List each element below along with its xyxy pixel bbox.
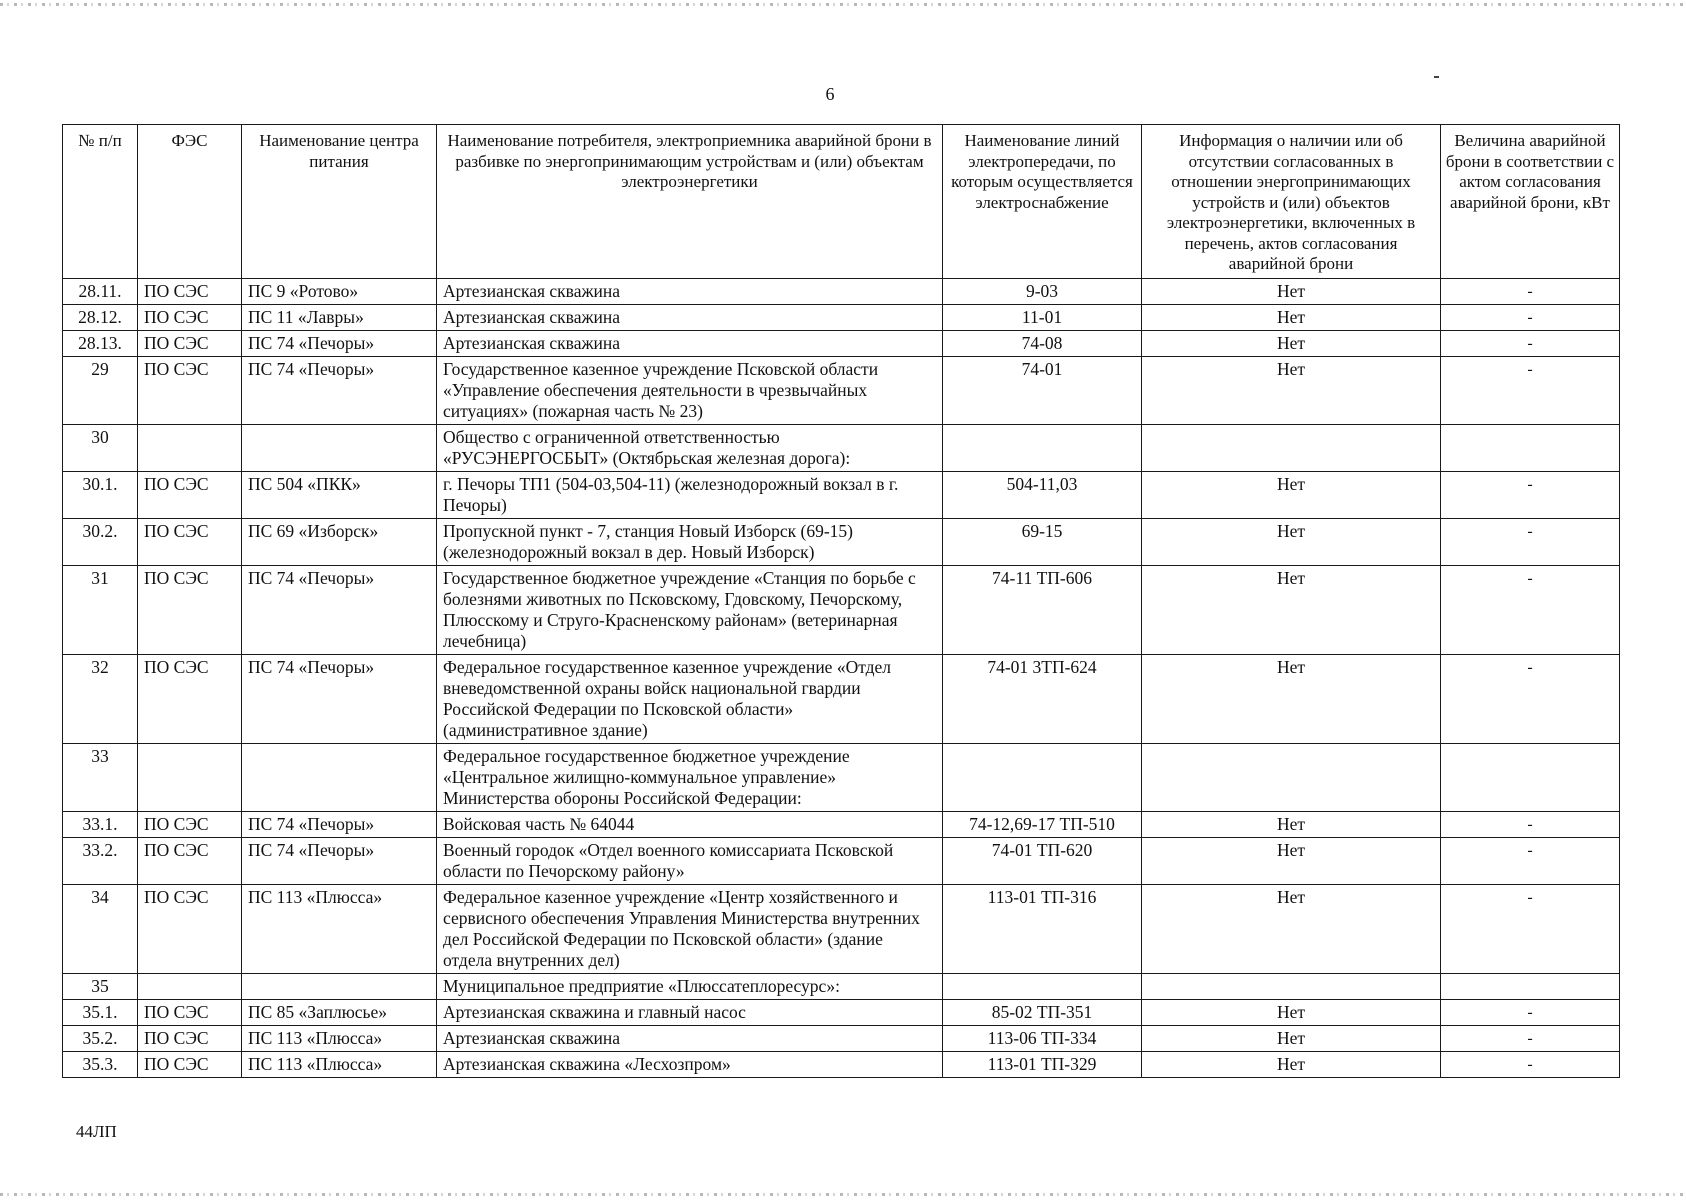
row-power-center <box>242 974 437 1000</box>
row-consumer: Артезианская скважина <box>437 305 943 331</box>
table-row <box>63 331 1620 357</box>
scan-speck <box>1434 76 1439 78</box>
row-consumer: Артезианская скважина «Лесхозпром» <box>437 1052 943 1078</box>
row-number: 28.13. <box>63 331 138 357</box>
row-fes: ПО СЭС <box>138 1052 242 1078</box>
row-power-center <box>242 425 437 472</box>
row-agreement-info <box>1142 974 1441 1000</box>
row-power-center: ПС 113 «Плюсса» <box>242 1026 437 1052</box>
row-fes: ПО СЭС <box>138 519 242 566</box>
row-agreement-info: Нет <box>1142 885 1441 974</box>
row-number: 35.3. <box>63 1052 138 1078</box>
row-fes <box>138 425 242 472</box>
row-fes: ПО СЭС <box>138 357 242 425</box>
table-row <box>63 305 1620 331</box>
row-agreement-info: Нет <box>1142 279 1441 305</box>
row-power-lines <box>943 974 1142 1000</box>
row-agreement-info: Нет <box>1142 305 1441 331</box>
row-power-center: ПС 113 «Плюсса» <box>242 1052 437 1078</box>
row-reserve-kw: - <box>1441 566 1620 655</box>
row-reserve-kw: - <box>1441 1052 1620 1078</box>
row-agreement-info: Нет <box>1142 331 1441 357</box>
table-row <box>63 885 1620 974</box>
header-consumer: Наименование потребителя, электроприемника аварийной брони в разбивке по энергопринимающим устройствам и (или) объектам электроэнергетики <box>437 125 943 279</box>
row-power-lines: 74-01 <box>943 357 1142 425</box>
row-consumer: Общество с ограниченной ответственностью «РУСЭНЕРГОСБЫТ» (Октябрьская железная дорога): <box>437 425 943 472</box>
row-power-center <box>242 744 437 812</box>
row-agreement-info: Нет <box>1142 1026 1441 1052</box>
row-power-center: ПС 74 «Печоры» <box>242 655 437 744</box>
table-row <box>63 279 1620 305</box>
row-agreement-info: Нет <box>1142 519 1441 566</box>
row-number: 35.1. <box>63 1000 138 1026</box>
header-power-center: Наименование центра питания <box>242 125 437 279</box>
row-reserve-kw: - <box>1441 838 1620 885</box>
row-power-lines: 74-12,69-17 ТП-510 <box>943 812 1142 838</box>
row-number: 35 <box>63 974 138 1000</box>
row-number: 33.2. <box>63 838 138 885</box>
row-reserve-kw: - <box>1441 357 1620 425</box>
row-power-center: ПС 113 «Плюсса» <box>242 885 437 974</box>
row-agreement-info <box>1142 744 1441 812</box>
row-reserve-kw: - <box>1441 331 1620 357</box>
row-fes: ПО СЭС <box>138 1026 242 1052</box>
row-consumer: Артезианская скважина <box>437 1026 943 1052</box>
row-agreement-info: Нет <box>1142 1052 1441 1078</box>
row-consumer: Государственное казенное учреждение Псковской области «Управление обеспечения деятельности в чрезвычайных ситуациях» (пожарная часть № 23) <box>437 357 943 425</box>
row-reserve-kw: - <box>1441 655 1620 744</box>
row-consumer: Федеральное казенное учреждение «Центр хозяйственного и сервисного обеспечения Управления Министерства внутренних дел Российской Федерации по Псковской области» (здание отдела внутренних дел) <box>437 885 943 974</box>
row-consumer: Федеральное государственное казенное учреждение «Отдел вневедомственной охраны войск национальной гвардии Российской Федерации по Псковской области» (административное здание) <box>437 655 943 744</box>
row-consumer: г. Печоры ТП1 (504-03,504-11) (железнодорожный вокзал в г. Печоры) <box>437 472 943 519</box>
row-number: 34 <box>63 885 138 974</box>
row-agreement-info: Нет <box>1142 566 1441 655</box>
row-power-lines: 113-06 ТП-334 <box>943 1026 1142 1052</box>
page-number: 6 <box>825 84 835 104</box>
row-power-lines: 113-01 ТП-316 <box>943 885 1142 974</box>
row-power-lines: 74-08 <box>943 331 1142 357</box>
table-row <box>63 566 1620 655</box>
row-number: 30 <box>63 425 138 472</box>
row-number: 31 <box>63 566 138 655</box>
row-agreement-info: Нет <box>1142 812 1441 838</box>
row-fes: ПО СЭС <box>138 472 242 519</box>
header-reserve-kw: Величина аварийной брони в соответствии с актом согласования аварийной брони, кВт <box>1441 125 1620 279</box>
row-agreement-info: Нет <box>1142 655 1441 744</box>
header-fes: ФЭС <box>138 125 242 279</box>
row-agreement-info: Нет <box>1142 472 1441 519</box>
row-power-center: ПС 504 «ПКК» <box>242 472 437 519</box>
row-agreement-info: Нет <box>1142 357 1441 425</box>
table-row <box>63 1052 1620 1078</box>
row-fes <box>138 744 242 812</box>
row-reserve-kw: - <box>1441 1026 1620 1052</box>
footer-code: 44ЛП <box>76 1122 117 1141</box>
header-agreement-info: Информация о наличии или об отсутствии согласованных в отношении энергопринимающих устройств и (или) объектов электроэнергетики, включенных в перечень, актов согласования аварийной брони <box>1142 125 1441 279</box>
row-power-lines: 504-11,03 <box>943 472 1142 519</box>
row-power-center: ПС 74 «Печоры» <box>242 357 437 425</box>
table-body <box>63 279 1620 1078</box>
table-row <box>63 812 1620 838</box>
row-power-center: ПС 11 «Лавры» <box>242 305 437 331</box>
row-power-center: ПС 74 «Печоры» <box>242 566 437 655</box>
table-row <box>63 655 1620 744</box>
row-power-center: ПС 85 «Заплюсье» <box>242 1000 437 1026</box>
row-consumer: Артезианская скважина и главный насос <box>437 1000 943 1026</box>
row-consumer: Федеральное государственное бюджетное учреждение «Центральное жилищно-коммунальное управление» Министерства обороны Российской Федерации: <box>437 744 943 812</box>
row-reserve-kw <box>1441 974 1620 1000</box>
row-reserve-kw <box>1441 744 1620 812</box>
row-number: 35.2. <box>63 1026 138 1052</box>
row-power-lines: 74-01 3ТП-624 <box>943 655 1142 744</box>
row-fes <box>138 974 242 1000</box>
table-row <box>63 1000 1620 1026</box>
row-power-lines <box>943 744 1142 812</box>
row-consumer: Военный городок «Отдел военного комиссариата Псковской области по Печорскому району» <box>437 838 943 885</box>
row-fes: ПО СЭС <box>138 279 242 305</box>
row-power-lines: 69-15 <box>943 519 1142 566</box>
row-power-lines: 74-01 ТП-620 <box>943 838 1142 885</box>
row-power-lines: 74-11 ТП-606 <box>943 566 1142 655</box>
row-consumer: Государственное бюджетное учреждение «Станция по борьбе с болезнями животных по Псковскому, Гдовскому, Печорскому, Плюсскому и Струго-Красненскому районам» (ветеринарная лечебница) <box>437 566 943 655</box>
table-row <box>63 357 1620 425</box>
row-power-center: ПС 9 «Ротово» <box>242 279 437 305</box>
row-power-center: ПС 74 «Печоры» <box>242 838 437 885</box>
scan-edge-bottom <box>0 1193 1686 1196</box>
row-fes: ПО СЭС <box>138 1000 242 1026</box>
row-number: 28.11. <box>63 279 138 305</box>
row-reserve-kw: - <box>1441 279 1620 305</box>
row-reserve-kw <box>1441 425 1620 472</box>
row-power-center: ПС 74 «Печоры» <box>242 812 437 838</box>
row-number: 29 <box>63 357 138 425</box>
row-fes: ПО СЭС <box>138 566 242 655</box>
row-number: 30.1. <box>63 472 138 519</box>
row-consumer: Муниципальное предприятие «Плюссатеплоресурс»: <box>437 974 943 1000</box>
row-power-lines: 9-03 <box>943 279 1142 305</box>
row-fes: ПО СЭС <box>138 655 242 744</box>
table-row <box>63 519 1620 566</box>
row-agreement-info: Нет <box>1142 1000 1441 1026</box>
row-number: 28.12. <box>63 305 138 331</box>
row-reserve-kw: - <box>1441 812 1620 838</box>
row-agreement-info: Нет <box>1142 838 1441 885</box>
row-power-center: ПС 74 «Печоры» <box>242 331 437 357</box>
row-fes: ПО СЭС <box>138 885 242 974</box>
row-reserve-kw: - <box>1441 1000 1620 1026</box>
row-agreement-info <box>1142 425 1441 472</box>
header-number: № п/п <box>63 125 138 279</box>
row-number: 33.1. <box>63 812 138 838</box>
row-power-lines: 11-01 <box>943 305 1142 331</box>
row-power-center: ПС 69 «Изборск» <box>242 519 437 566</box>
row-fes: ПО СЭС <box>138 331 242 357</box>
row-number: 30.2. <box>63 519 138 566</box>
row-consumer: Пропускной пункт - 7, станция Новый Изборск (69-15) (железнодорожный вокзал в дер. Новый Изборск) <box>437 519 943 566</box>
table-header-row <box>63 125 1620 279</box>
row-power-lines: 113-01 ТП-329 <box>943 1052 1142 1078</box>
row-reserve-kw: - <box>1441 519 1620 566</box>
row-reserve-kw: - <box>1441 472 1620 519</box>
emergency-reserve-table <box>62 124 1620 1078</box>
row-power-lines: 85-02 ТП-351 <box>943 1000 1142 1026</box>
row-consumer: Артезианская скважина <box>437 279 943 305</box>
table-row <box>63 425 1620 472</box>
table-row <box>63 974 1620 1000</box>
scan-edge-top <box>0 3 1686 6</box>
table-row <box>63 744 1620 812</box>
row-power-lines <box>943 425 1142 472</box>
table-row <box>63 838 1620 885</box>
table-row <box>63 472 1620 519</box>
row-fes: ПО СЭС <box>138 812 242 838</box>
header-power-lines: Наименование линий электропередачи, по которым осуществляется электроснабжение <box>943 125 1142 279</box>
row-consumer: Артезианская скважина <box>437 331 943 357</box>
row-reserve-kw: - <box>1441 885 1620 974</box>
table-row <box>63 1026 1620 1052</box>
row-fes: ПО СЭС <box>138 838 242 885</box>
row-number: 33 <box>63 744 138 812</box>
row-number: 32 <box>63 655 138 744</box>
row-fes: ПО СЭС <box>138 305 242 331</box>
row-consumer: Войсковая часть № 64044 <box>437 812 943 838</box>
row-reserve-kw: - <box>1441 305 1620 331</box>
